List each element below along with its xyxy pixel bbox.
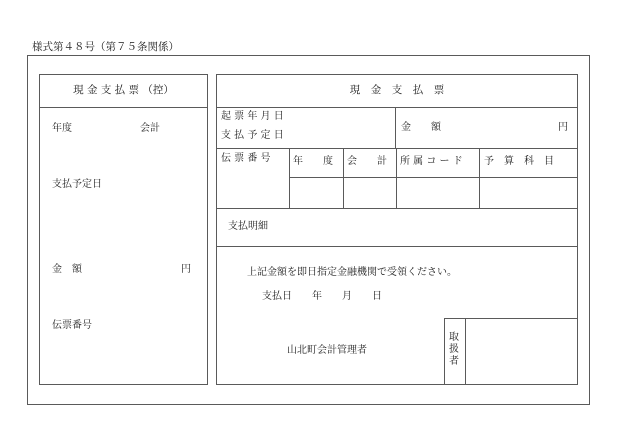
main-amount-label: 金 額 [401, 122, 441, 133]
voucher-col-divider-3 [396, 148, 397, 208]
issue-date-label: 起 票 年 月 日 [221, 111, 284, 122]
budget-item-header: 予 算 科 目 [484, 156, 554, 167]
stub-title-divider [39, 107, 208, 108]
stub-title: 現 金 支 払 票 （控） [73, 84, 174, 96]
receipt-statement: 上記金額を即日指定金融機関で受領ください。 [247, 267, 457, 278]
main-payment-date-label: 支 払 予 定 日 [221, 130, 284, 141]
voucher-col-divider-4 [479, 148, 480, 208]
payment-day-line: 支払日 年 月 日 [262, 291, 382, 302]
voucher-col-divider-2 [343, 148, 344, 208]
voucher-no-label: 伝 票 番 号 [221, 153, 271, 164]
main-yen-label: 円 [558, 122, 568, 133]
stub-frame [39, 74, 208, 385]
main-title-divider [216, 107, 578, 108]
handler-label: 取扱者 [449, 332, 459, 367]
handler-box-top-edge [444, 318, 578, 319]
handler-box-left-edge [444, 318, 445, 385]
main-title: 現 金 支 払 票 [349, 84, 445, 96]
stub-amount-label: 金 額 [52, 264, 82, 275]
stub-account-label: 会計 [140, 123, 160, 134]
voucher-header-underline [289, 177, 578, 178]
stub-yen-label: 円 [181, 264, 191, 275]
form-caption: 様式第４８号（第７５条関係） [32, 41, 179, 53]
stub-voucher-no-label: 伝票番号 [52, 320, 92, 331]
stub-year-label: 年度 [52, 123, 72, 134]
details-row-top-divider [216, 208, 578, 209]
voucher-col-divider-1 [289, 148, 290, 208]
dept-code-header: 所 属 コ ー ド [400, 156, 463, 167]
handler-box-label-divider [465, 318, 466, 385]
payment-details-label: 支払明細 [228, 221, 268, 232]
stub-payment-date-label: 支払予定日 [52, 179, 102, 190]
details-row-bottom-divider [216, 246, 578, 247]
year-header: 年 度 [293, 156, 333, 167]
voucher-row-top-divider [216, 148, 578, 149]
account-header: 会 計 [347, 156, 387, 167]
date-amount-divider [395, 107, 396, 148]
accounting-manager: 山北町会計管理者 [287, 345, 367, 356]
